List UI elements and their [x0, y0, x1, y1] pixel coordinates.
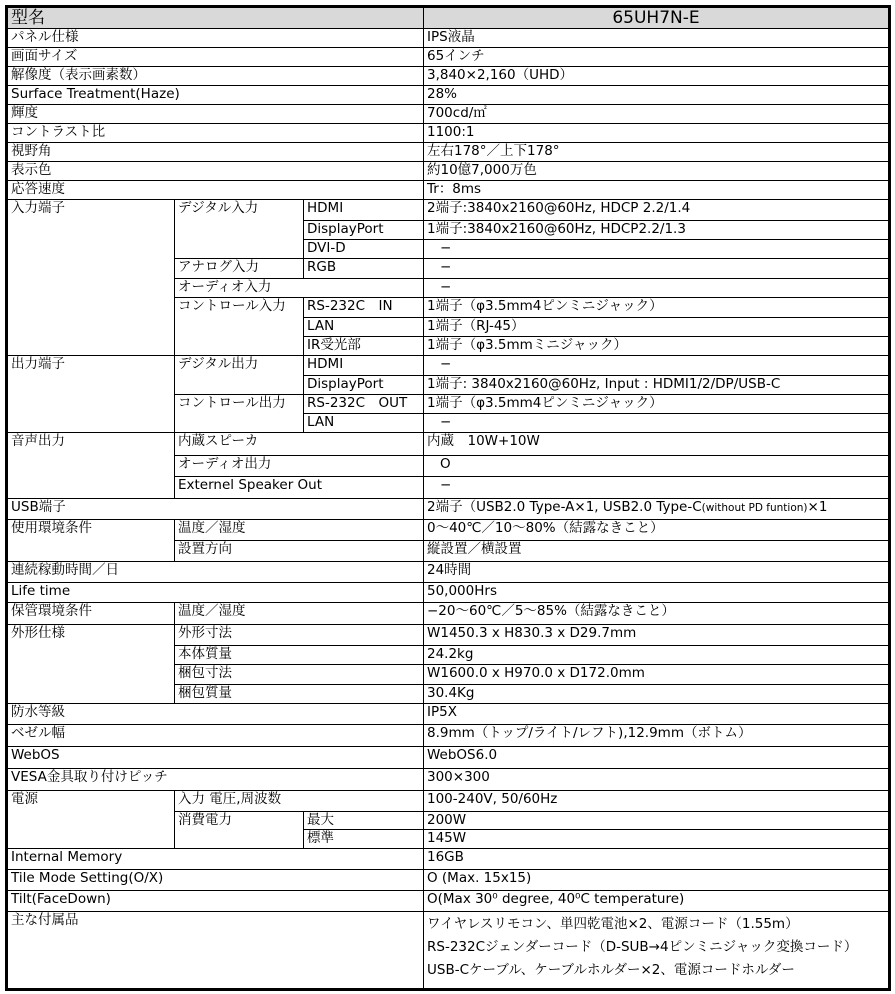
spec-value: 1端子: 3840x2160@60Hz, Input : HDMI1/2/DP/USB-C [424, 376, 890, 395]
table-row [7, 124, 890, 143]
spec-value: 左右178°／上下178° [424, 143, 890, 162]
table-row [7, 891, 890, 912]
spec-value: −20〜60℃／5〜85%（結露なきこと） [424, 603, 890, 625]
spec-item: IR受光部 [304, 337, 424, 356]
spec-label: パネル仕様 [7, 29, 424, 48]
table-row [7, 769, 890, 791]
spec-value: − [424, 259, 890, 279]
spec-label: コントラスト比 [7, 124, 424, 143]
spec-item: HDMI [304, 356, 424, 376]
spec-group: 音声出力 [7, 433, 175, 499]
spec-sub: 温度／湿度 [175, 520, 424, 541]
spec-value: 50,000Hrs [424, 583, 890, 603]
spec-group: 出力端子 [7, 356, 175, 433]
spec-value: Tr：8ms [424, 181, 890, 200]
spec-label: 画面サイズ [7, 48, 424, 67]
spec-value: O(Max 30⁰ degree, 40⁰C temperature) [424, 891, 890, 912]
table-row [7, 356, 890, 376]
spec-value [424, 499, 890, 520]
model-name: 65UH7N-E [424, 7, 890, 29]
spec-table [5, 5, 891, 991]
spec-value: 145W [424, 830, 890, 849]
spec-value: 300×300 [424, 769, 890, 791]
model-row [7, 7, 890, 29]
spec-value: 24.2kg [424, 646, 890, 665]
spec-sub: 本体質量 [175, 646, 424, 665]
spec-label: 防水等級 [7, 704, 424, 725]
spec-value: IPS液晶 [424, 29, 890, 48]
spec-value: − [424, 414, 890, 433]
spec-label: 型名 [7, 7, 424, 29]
spec-label: 応答速度 [7, 181, 424, 200]
spec-group: 外形仕様 [7, 625, 175, 704]
spec-value: 2端子:3840x2160@60Hz, HDCP 2.2/1.4 [424, 200, 890, 221]
spec-sub: デジタル出力 [175, 356, 304, 395]
spec-value: 0〜40℃／10〜80%（結露なきこと） [424, 520, 890, 541]
spec-value: WebOS6.0 [424, 747, 890, 769]
spec-value: O [424, 456, 890, 477]
spec-item: DVI-D [304, 240, 424, 259]
spec-value: 24時間 [424, 562, 890, 583]
spec-value: IP5X [424, 704, 890, 725]
spec-sub: 外形寸法 [175, 625, 424, 646]
spec-label: 連続稼動時間／日 [7, 562, 424, 583]
spec-label: Internal Memory [7, 849, 424, 870]
spec-label: WebOS [7, 747, 424, 769]
spec-label: ベゼル幅 [7, 725, 424, 747]
table-row [7, 200, 890, 221]
spec-value: 100-240V, 50/60Hz [424, 791, 890, 812]
accessories-list [424, 912, 890, 990]
accessory-line: RS-232Cジェンダーコード（D-SUB→4ピンミニジャック変換コード） [427, 939, 858, 955]
table-row [7, 162, 890, 181]
spec-group: 使用環境条件 [7, 520, 175, 562]
spec-value: 700cd/㎡ [424, 105, 890, 124]
spec-value: 内蔵 10W+10W [424, 433, 890, 456]
spec-label: 輝度 [7, 105, 424, 124]
spec-value: 16GB [424, 849, 890, 870]
spec-value: 1端子（φ3.5mmミニジャック） [424, 337, 890, 356]
spec-item: RS-232C OUT [304, 395, 424, 414]
table-row [7, 67, 890, 86]
spec-group: 入力端子 [7, 200, 175, 356]
table-row [7, 105, 890, 124]
spec-sub: オーディオ入力 [175, 279, 424, 298]
table-row [7, 849, 890, 870]
spec-label: 解像度（表示画素数） [7, 67, 424, 86]
spec-label: VESA金具取り付けピッチ [7, 769, 424, 791]
spec-item: HDMI [304, 200, 424, 221]
spec-value: − [424, 240, 890, 259]
usb-value: 2端子（USB2.0 Type-A×1, USB2.0 Type-C [427, 499, 702, 515]
spec-value: 1端子:3840x2160@60Hz, HDCP2.2/1.3 [424, 221, 890, 240]
spec-label: Tilt(FaceDown) [7, 891, 424, 912]
spec-value: 1端子（φ3.5mm4ピンミニジャック） [424, 395, 890, 414]
table-row [7, 704, 890, 725]
spec-sub: 温度／湿度 [175, 603, 424, 625]
spec-label: 視野角 [7, 143, 424, 162]
table-row [7, 725, 890, 747]
table-row [7, 143, 890, 162]
accessory-line: ワイヤレスリモコン、単四乾電池×2、電源コード（1.55m） [427, 916, 799, 932]
usb-value-end: ×1 [807, 499, 828, 515]
spec-value: − [424, 477, 890, 499]
spec-item: 標準 [304, 830, 424, 849]
spec-value: 1100:1 [424, 124, 890, 143]
spec-label: Surface Treatment(Haze) [7, 86, 424, 105]
spec-value: − [424, 356, 890, 376]
spec-sub: アナログ入力 [175, 259, 304, 279]
spec-value: 縦設置／横設置 [424, 541, 890, 562]
spec-label: 主な付属品 [7, 912, 424, 990]
spec-sub: 内蔵スピーカ [175, 433, 424, 456]
spec-value: 65インチ [424, 48, 890, 67]
table-row [7, 625, 890, 646]
accessory-line: USB-Cケーブル、ケーブルホルダー×2、電源コードホルダー [427, 962, 795, 978]
table-row [7, 181, 890, 200]
spec-value: 8.9mm（トップ/ライト/レフト),12.9mm（ボトム） [424, 725, 890, 747]
spec-item: 最大 [304, 812, 424, 830]
spec-value: 1端子（RJ-45） [424, 318, 890, 337]
spec-sub: 梱包寸法 [175, 665, 424, 685]
table-row [7, 747, 890, 769]
spec-value: 200W [424, 812, 890, 830]
table-row [7, 433, 890, 456]
table-row [7, 870, 890, 891]
spec-value: W1600.0 x H970.0 x D172.0mm [424, 665, 890, 685]
spec-item: LAN [304, 414, 424, 433]
spec-value: 約10億7,000万色 [424, 162, 890, 181]
spec-sub: オーディオ出力 [175, 456, 424, 477]
table-row [7, 912, 890, 990]
spec-value: − [424, 279, 890, 298]
spec-label: Tile Mode Setting(O/X) [7, 870, 424, 891]
spec-label: 表示色 [7, 162, 424, 181]
spec-item: DisplayPort [304, 221, 424, 240]
table-row [7, 499, 890, 520]
spec-sub: 設置方向 [175, 541, 424, 562]
table-row [7, 29, 890, 48]
table-row [7, 562, 890, 583]
spec-group: 電源 [7, 791, 175, 849]
spec-sub: Externel Speaker Out [175, 477, 424, 499]
spec-sub: コントロール出力 [175, 395, 304, 433]
usb-value-note: (without PD funtion) [701, 502, 808, 514]
spec-item: RGB [304, 259, 424, 279]
spec-value: 28% [424, 86, 890, 105]
spec-sub: 入力 電圧,周波数 [175, 791, 424, 812]
spec-value: 30.4Kg [424, 685, 890, 704]
spec-label: Life time [7, 583, 424, 603]
spec-value: 3,840×2,160（UHD） [424, 67, 890, 86]
table-row [7, 603, 890, 625]
spec-group: 保管環境条件 [7, 603, 175, 625]
spec-sub: 梱包質量 [175, 685, 424, 704]
table-row [7, 48, 890, 67]
table-row [7, 791, 890, 812]
spec-value: O (Max. 15x15) [424, 870, 890, 891]
spec-sub: デジタル入力 [175, 200, 304, 259]
spec-label: USB端子 [7, 499, 424, 520]
table-row [7, 583, 890, 603]
spec-sub: コントロール入力 [175, 298, 304, 356]
table-row [7, 520, 890, 541]
spec-value: 1端子（φ3.5mm4ピンミニジャック） [424, 298, 890, 318]
spec-item: DisplayPort [304, 376, 424, 395]
spec-value: W1450.3 x H830.3 x D29.7mm [424, 625, 890, 646]
spec-item: RS-232C IN [304, 298, 424, 318]
table-row [7, 86, 890, 105]
spec-item: LAN [304, 318, 424, 337]
spec-sub: 消費電力 [175, 812, 304, 849]
